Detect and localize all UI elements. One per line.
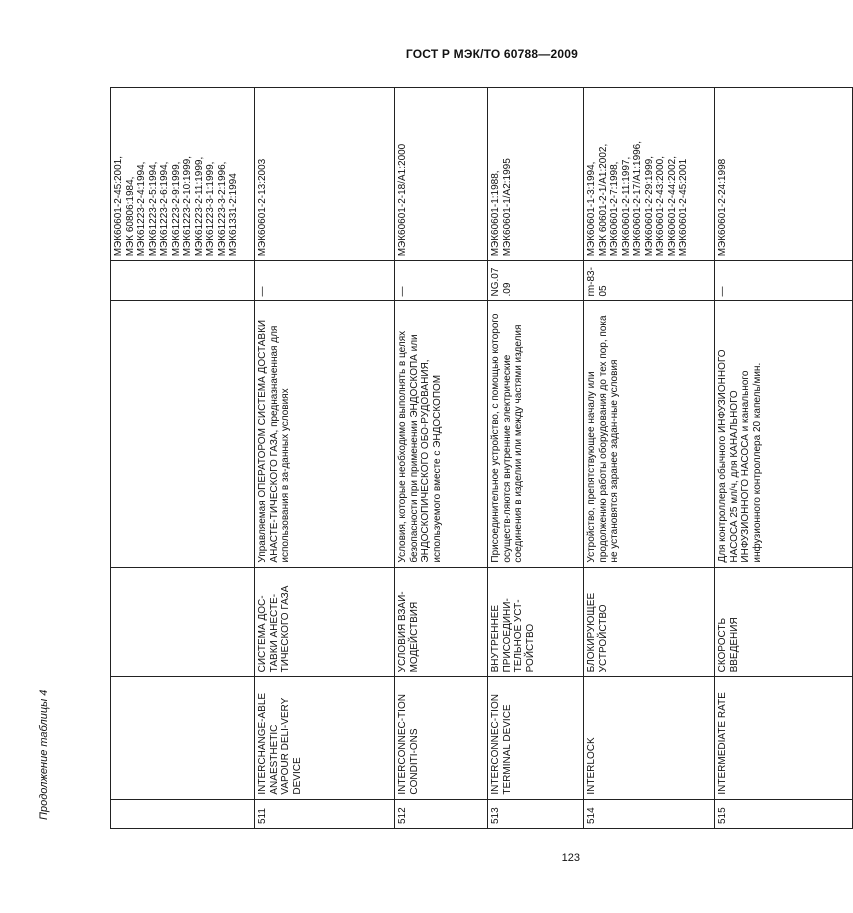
- cell-ru-term: СКОРОСТЬ ВВЕДЕНИЯ: [715, 567, 853, 677]
- standard-ref: МЭК60601-2-7:1998,: [609, 161, 620, 257]
- cell-standards: [584, 88, 715, 261]
- cell-ru-term: БЛОКИРУЮЩЕЕ УСТРОЙСТВО: [584, 567, 715, 677]
- cell-code: NG.07.09: [488, 261, 584, 301]
- document-header: ГОСТ Р МЭК/ТО 60788—2009: [405, 47, 578, 61]
- cell-en-term: INTERMEDIATE RATE: [715, 677, 853, 799]
- table-continuation-label: Продолжение таблицы 4: [38, 689, 50, 820]
- standard-ref: МЭК60601-2-17/А1:1996,: [632, 140, 643, 257]
- cell-code: —: [715, 261, 853, 301]
- standard-ref: МЭК60601-2-45:2001: [678, 158, 689, 257]
- cell-number: 515: [715, 799, 853, 828]
- page-number: 123: [561, 852, 580, 864]
- cell-en-term: INTERLOCK: [584, 677, 715, 799]
- table-row: [255, 88, 395, 829]
- cell-definition: Условия, которые необходимо выполнять в целях безопасности при применении ЭНДОСКОПА или ЭНДОСКОПИЧЕСКОГО ОБО-РУДОВАНИЯ, используемого вместе с ЭНДОСКОПОМ: [395, 301, 488, 567]
- standard-ref: МЭК61223-2-11:1999,: [193, 156, 205, 257]
- cell-en-term: INTERCHANGE-ABLE ANAESTHETIC VAPOUR DELI-VERY DEVICE: [255, 677, 395, 799]
- standard-ref: МЭК60601-2-11:1997,: [620, 156, 632, 257]
- standard-ref: МЭК60601-2-18/А1:2000: [397, 143, 408, 257]
- standard-ref: МЭК61223-2-9:1999,: [170, 161, 182, 257]
- cell-code: —: [255, 261, 395, 301]
- cell-definition: Управляемая ОПЕРАТОРОМ СИСТЕМА ДОСТАВКИ АНАСТЕ-ТИЧЕСКОГО ГАЗА, предназначенная для использования в за-данных условиях: [255, 301, 395, 567]
- standard-ref: МЭК61223-2-10:1999,: [182, 155, 193, 257]
- cell-standards: [255, 88, 395, 261]
- cell-definition: Для контроллера обычного ИНФУЗИОННОГО НАСОСА 25 мл/ч, для КАНАЛЬНОГО ИНФУЗИОННОГО НАСОСА и канального инфузионного контроллера 20 капель/мин.: [715, 301, 853, 567]
- standard-ref: МЭК60601-1-3:1994,: [586, 161, 597, 257]
- cell-number: 514: [584, 799, 715, 828]
- cell-number: 513: [488, 799, 584, 828]
- standard-ref: МЭК60601-1/А2:1995: [501, 158, 513, 257]
- table-row: [395, 88, 488, 829]
- cell-code: rm-83-05: [584, 261, 715, 301]
- table-row: [584, 88, 715, 829]
- cell-number: [111, 799, 255, 828]
- standard-ref: МЭК61223-2-4:1994,: [136, 161, 147, 257]
- cell-standards: [395, 88, 488, 261]
- standard-ref: МЭК61223-3-2:1996,: [216, 161, 228, 257]
- standard-ref: МЭК 60601-2-1/А1:2002,: [597, 143, 609, 257]
- cell-definition: Устройство, препятствующее началу или продолжению работы оборудования до тех пор, пока не установятся заранее задан-ные условия: [584, 301, 715, 567]
- cell-code: [111, 261, 255, 301]
- standard-ref: МЭК60601-2-24:1998: [717, 158, 728, 257]
- standard-ref: МЭК60601-2-43:2000,: [655, 155, 666, 257]
- cell-standards: [111, 88, 255, 261]
- standard-ref: МЭК60601-2-13:2003: [257, 158, 268, 257]
- standard-ref: МЭК 60806:1984,: [124, 176, 136, 257]
- standard-ref: МЭК61223-3-1:1999,: [205, 161, 216, 257]
- cell-ru-term: [111, 567, 255, 677]
- table-row: [488, 88, 584, 829]
- cell-ru-term: ВНУТРЕННЕЕ ПРИСОЕДИНИ-ТЕЛЬНОЕ УСТ-РОЙСТВО: [488, 567, 584, 677]
- standard-ref: МЭК60601-2-29:1999,: [643, 155, 655, 257]
- rotated-table: [110, 87, 763, 829]
- standard-ref: МЭК60601-2-45:2001,: [113, 155, 124, 257]
- standard-ref: МЭК61223-2-5:1994,: [147, 161, 159, 257]
- table-row: [715, 88, 853, 829]
- table-row: [111, 88, 255, 829]
- standard-ref: МЭК61223-2-6:1994,: [159, 161, 170, 257]
- cell-ru-term: СИСТЕМА ДОС-ТАВКИ АНЕСТЕ-ТИЧЕСКОГО ГАЗА: [255, 567, 395, 677]
- cell-standards: [488, 88, 584, 261]
- cell-standards: [715, 88, 853, 261]
- cell-definition: [111, 301, 255, 567]
- cell-ru-term: УСЛОВИЯ ВЗАИ-МОДЕЙСТВИЯ: [395, 567, 488, 677]
- cell-number: 511: [255, 799, 395, 828]
- cell-definition: Присоединительное устройство, с помощью которого осуществ-ляются внутренние электрические соединения в изделии или между частями изделия: [488, 301, 584, 567]
- standard-ref: МЭК60601-1:1988,: [490, 170, 501, 257]
- cell-en-term: INTERCONNEC-TION CONDITI-ONS: [395, 677, 488, 799]
- cell-en-term: [111, 677, 255, 799]
- standard-ref: МЭК61331-2:1994: [228, 173, 239, 257]
- cell-en-term: INTERCONNEC-TION TERMINAL DEVICE: [488, 677, 584, 799]
- terms-table: [110, 87, 853, 829]
- cell-code: —: [395, 261, 488, 301]
- cell-number: 512: [395, 799, 488, 828]
- standard-ref: МЭК60601-2-44:2002,: [666, 155, 678, 257]
